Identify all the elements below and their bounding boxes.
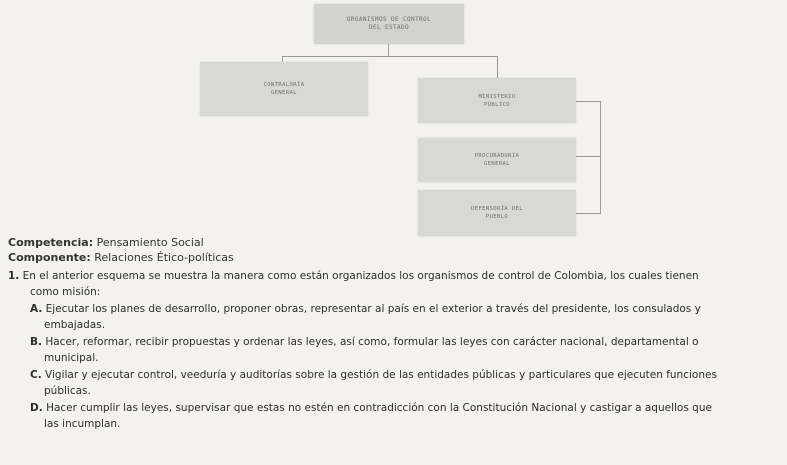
- option-d[interactable]: [30, 402, 712, 414]
- competencia-value: Pensamiento Social: [96, 236, 204, 249]
- box-defensoria-del-pueblo: [418, 190, 576, 236]
- componente-line: [8, 251, 234, 264]
- option-a[interactable]: [30, 303, 701, 315]
- connector-line: [576, 156, 601, 157]
- question-stem-line2: [30, 286, 100, 298]
- box-contraloria-line2: GENERAL: [271, 90, 297, 96]
- option-b[interactable]: [30, 336, 699, 348]
- connector-line: [282, 56, 498, 57]
- competencia-label: Competencia:: [8, 236, 94, 249]
- competencia-line: [8, 236, 204, 249]
- box-procuraduria-line1: PROCURADURÍA: [474, 153, 520, 159]
- option-d-cont: [44, 418, 120, 430]
- box-defensoria-line2: PUEBLO: [485, 214, 509, 220]
- question-text-2: como misión:: [30, 286, 101, 298]
- box-organismos-de-control: [314, 4, 464, 44]
- connector-line: [388, 44, 389, 56]
- option-a-letter: A.: [30, 303, 43, 315]
- option-b-cont: [44, 352, 99, 364]
- question-stem-line1: [8, 270, 699, 282]
- box-procuraduria-line2: GENERAL: [484, 161, 510, 167]
- box-contraloria-general: [200, 62, 368, 116]
- box-ministerio-publico: [418, 78, 576, 123]
- connector-line: [576, 213, 601, 214]
- option-b-text-2: municipal.: [44, 352, 99, 364]
- connector-line: [600, 101, 601, 213]
- box-root-line2: DEL ESTADO: [368, 24, 410, 31]
- option-c-text-1: Vigilar y ejecutar control, veeduría y auditorías sobre la gestión de las entidades públicas y particulares que ejecuten funciones: [45, 369, 717, 381]
- option-a-cont: [44, 319, 105, 331]
- option-d-text-2: las incumplan.: [44, 418, 121, 430]
- question-number: 1.: [8, 270, 20, 282]
- connector-line: [497, 56, 498, 78]
- option-c-cont: [44, 385, 91, 397]
- question-text-1: En el anterior esquema se muestra la manera como están organizados los organismos de control de Colombia, los cuales tienen: [22, 270, 699, 282]
- option-c-text-2: públicas.: [44, 385, 91, 397]
- box-root-line1: ORGANISMOS DE CONTROL: [346, 16, 432, 23]
- option-d-letter: D.: [30, 402, 43, 414]
- option-c[interactable]: [30, 369, 717, 381]
- option-c-letter: C.: [30, 369, 42, 381]
- connector-line: [576, 101, 601, 102]
- componente-value: Relaciones Ético-políticas: [94, 251, 234, 264]
- componente-label: Componente:: [8, 251, 91, 264]
- option-b-letter: B.: [30, 336, 42, 348]
- box-defensoria-line1: DEFENSORÍA DEL: [471, 206, 523, 212]
- box-ministerio-line2: PÚBLICO: [484, 101, 510, 108]
- box-ministerio-line1: MINISTERIO: [478, 93, 516, 100]
- option-a-text-1: Ejecutar los planes de desarrollo, proponer obras, representar al país en el exterior a través del presidente, los consulados y: [45, 303, 701, 315]
- option-b-text-1: Hacer, reformar, recibir propuestas y ordenar las leyes, así como, formular las leyes con carácter nacional, departamental o: [45, 336, 699, 348]
- box-procuraduria-general: [418, 138, 576, 182]
- option-a-text-2: embajadas.: [44, 319, 106, 331]
- box-contraloria-line1: CONTRALORÍA: [263, 82, 305, 88]
- option-d-text-1: Hacer cumplir las leyes, supervisar que estas no estén en contradicción con la Constitución Nacional y castigar a aquellos que: [46, 402, 712, 414]
